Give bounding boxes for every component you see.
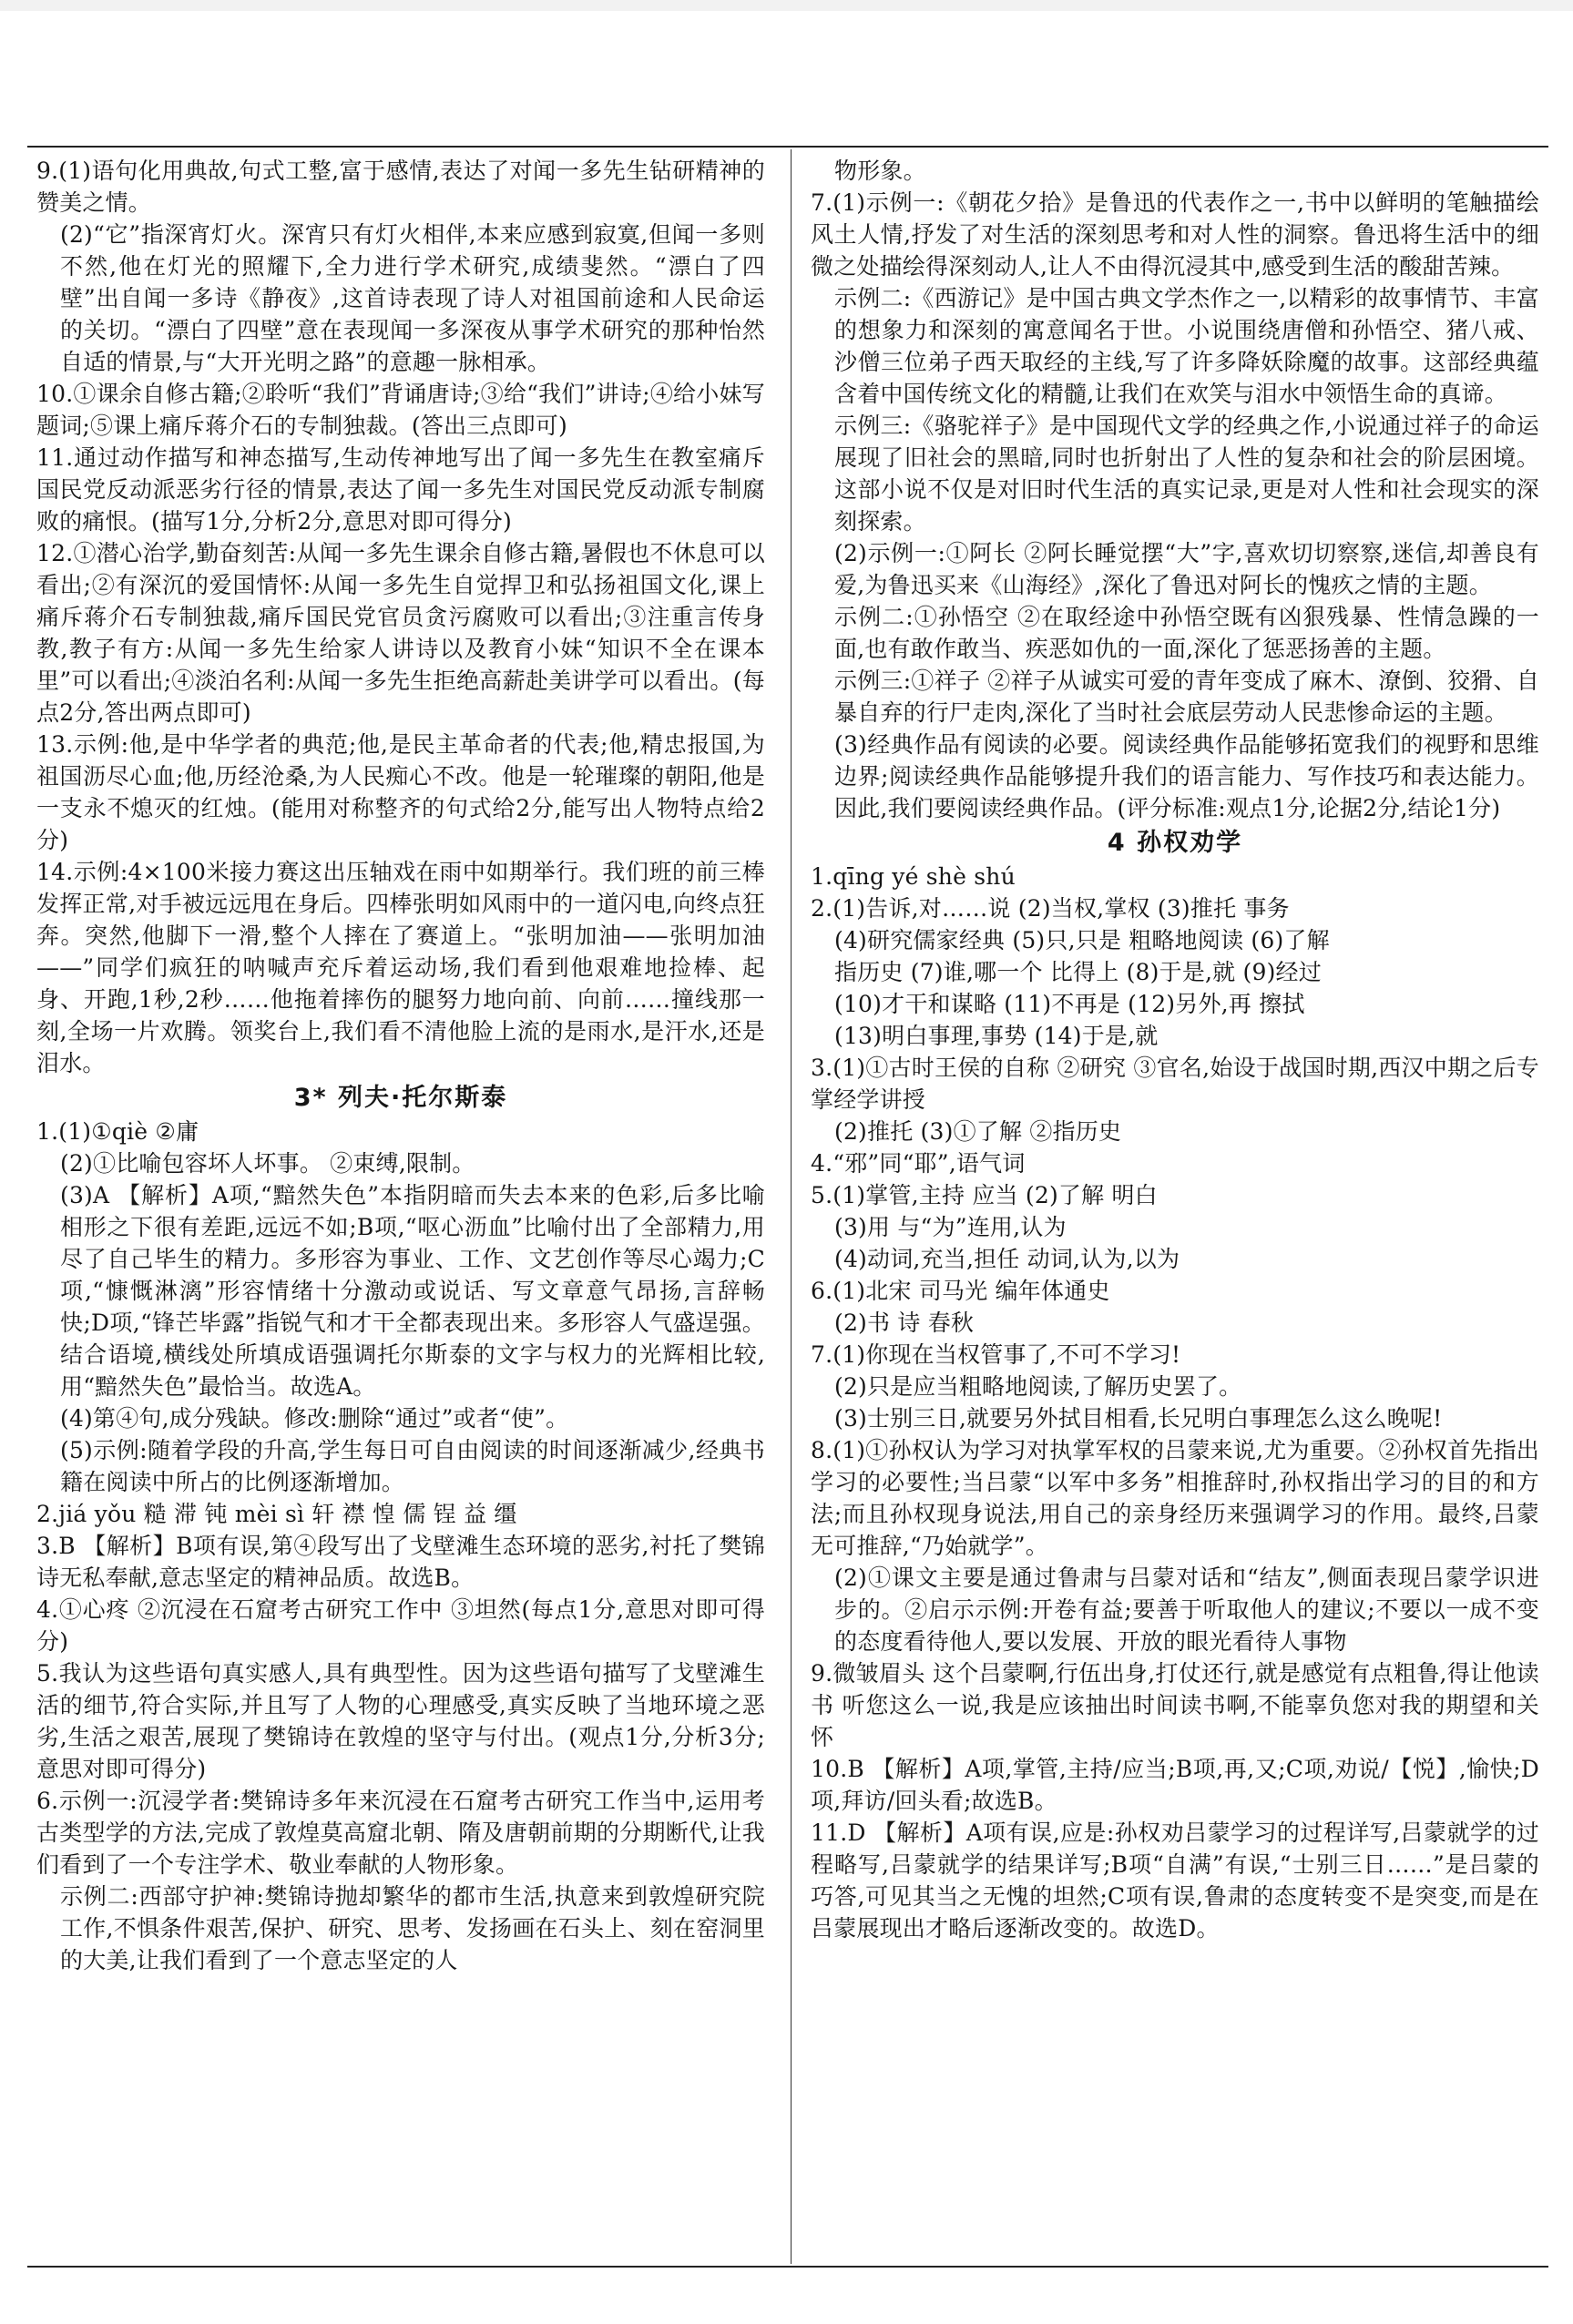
s3-answer-2 — [36, 1498, 765, 1530]
s4-answer-3 — [811, 1052, 1539, 1147]
s3-answer-1-c: (3)A 【解析】A项,“黯然失色”本指阴暗而失去本来的色彩,后多比喻相形之下很有差距,远远不如;B项,“呕心沥血”比喻付出了全部精力,用尽了自己毕生的精力。多形容为事业、工作、文艺创作等尽心竭力;C项,“慷慨淋漓”形容情绪十分激动或说话、写文章意气昂扬,言辞畅快;D项,“锋芒毕露”指锐气和才干全都表现出来。多形容人气盛逞强。结合语境,横线处所填成语强调托尔斯泰的文字与权力的光辉相比较,用“黯然失色”最恰当。故选A。 — [60, 1182, 765, 1400]
s3-answer-1-a: 1.(1)①qiè ②庸 — [36, 1118, 199, 1145]
answer-11 — [36, 442, 765, 537]
answer-13 — [36, 729, 765, 856]
answer-9-part2: (2)“它”指深宵灯火。深宵只有灯火相伴,本来应感到寂寞,但闻一多则不然,他在灯光的照耀下,全力进行学术研究,成绩斐然。“漂白了四壁”出自闻一多诗《静夜》,这首诗表现了诗人对祖国前途和人民命运的关切。“漂白了四壁”意在表现闻一多深夜从事学术研究的那种怡然自适的情景,与“大开光明之路”的意趣一脉相承。 — [60, 221, 765, 375]
s4-answer-6-a: 6.(1)北宋 司马光 编年体通史 — [811, 1278, 1110, 1304]
s4-answer-8-a: 8.(1)①孙权认为学习对执掌军权的吕蒙来说,尤为重要。②孙权首先指出学习的必要性;当吕蒙“以军中多务”相推辞时,孙权指出学习的目的和方法;而且孙权现身说法,用自己的亲身经历来强调学习的作用。最终,吕蒙无可推辞,“乃始就学”。 — [811, 1437, 1539, 1559]
s4-answer-1 — [811, 861, 1539, 892]
section-3-title: 3* 列夫·托尔斯泰 — [293, 1084, 508, 1112]
s3-answer-7 — [811, 187, 1539, 824]
s4-answer-5-b: (3)用 与“为”连用,认为 — [834, 1214, 1067, 1240]
s4-answer-10 — [811, 1753, 1539, 1817]
left-column — [36, 155, 765, 1976]
s4-answer-4 — [811, 1147, 1539, 1179]
s3-answer-3-text: 3.B 【解析】B项有误,第④段写出了戈壁滩生态环境的恶劣,衬托了樊锦诗无私奉献,意志坚定的精神品质。故选B。 — [36, 1533, 765, 1591]
s3-answer-6-a: 6.示例一:沉浸学者:樊锦诗多年来沉浸在石窟考古研究工作当中,运用考古类型学的方法,完成了敦煌莫高窟北朝、隋及唐朝前期的分期断代,让我们看到了一个专注学术、敬业奉献的人物形象。 — [36, 1788, 765, 1878]
s3-answer-7-b: 示例二:《西游记》是中国古典文学杰作之一,以精彩的故事情节、丰富的想象力和深刻的寓意闻名于世。小说围绕唐僧和孙悟空、猪八戒、沙僧三位弟子西天取经的主线,写了许多降妖除魔的故事。这部经典蕴含着中国传统文化的精髓,让我们在欢笑与泪水中领悟生命的真谛。 — [834, 285, 1539, 407]
right-column — [811, 155, 1539, 1944]
s4-answer-9 — [811, 1657, 1539, 1753]
s3-answer-6-b: 示例二:西部守护神:樊锦诗抛却繁华的都市生活,执意来到敦煌研究院工作,不惧条件艰苦,保护、研究、思考、发扬画在石头上、刻在窑洞里的大美,让我们看到了一个意志坚定的人 — [60, 1883, 765, 1973]
s3-answer-7-e: 示例二:①孙悟空 ②在取经途中孙悟空既有凶狠残暴、性情急躁的一面,也有敢作敢当、疾恶如仇的一面,深化了惩恶扬善的主题。 — [834, 604, 1539, 662]
s3-answer-5-text: 5.我认为这些语句真实感人,具有典型性。因为这些语句描写了戈壁滩生活的细节,符合实际,并且写了人物的心理感受,真实反映了当地环境之恶劣,生活之艰苦,展现了樊锦诗在敦煌的坚守与付出。(观点1分,分析3分;意思对即可得分) — [36, 1660, 765, 1782]
s3-answer-1-d: (4)第④句,成分残缺。修改:删除“通过”或者“使”。 — [60, 1405, 569, 1432]
s4-answer-3-b: (2)推托 (3)①了解 ②指历史 — [834, 1118, 1122, 1145]
top-rule — [27, 146, 1548, 148]
s4-answer-8-b: (2)①课文主要是通过鲁肃与吕蒙对话和“结友”,侧面表现吕蒙学识进步的。②启示示例:开卷有益;要善于听取他人的建议;不要以一成不变的态度看待他人,要以发展、开放的眼光看待人事物 — [834, 1565, 1539, 1655]
s3-answer-7-c: 示例三:《骆驼祥子》是中国现代文学的经典之作,小说通过祥子的命运展现了旧社会的黑暗,同时也折射出了人性的复杂和社会的阶层困境。这部小说不仅是对旧时代生活的真实记录,更是对人性和社会现实的深刻探索。 — [834, 413, 1539, 535]
s4-answer-6-b: (2)书 诗 春秋 — [834, 1310, 975, 1336]
section-4-title: 4 孙权劝学 — [1107, 829, 1243, 857]
answer-9-part1: 9.(1)语句化用典故,句式工整,富于感情,表达了对闻一多先生钻研精神的赞美之情。 — [36, 158, 765, 216]
answer-11-text: 11.通过动作描写和神态描写,生动传神地写出了闻一多先生在教室痛斥国民党反动派恶劣行径的情景,表达了闻一多先生对国民党反动派专制腐败的痛恨。(描写1分,分析2分,意思对即可得分) — [36, 444, 765, 535]
answer-14 — [36, 856, 765, 1079]
s4-answer-2-d: (10)才干和谋略 (11)不再是 (12)另外,再 擦拭 — [834, 991, 1305, 1017]
s3-answer-7-g: (3)经典作品有阅读的必要。阅读经典作品能够拓宽我们的视野和思维边界;阅读经典作品能够提升我们的语言能力、写作技巧和表达能力。因此,我们要阅读经典作品。(评分标准:观点1分,论据2分,结论1分) — [834, 731, 1539, 821]
answer-14-text: 14.示例:4×100米接力赛这出压轴戏在雨中如期举行。我们班的前三棒发挥正常,对手被远远甩在身后。四棒张明如风雨中的一道闪电,向终点狂奔。突然,他脚下一滑,整个人摔在了赛道上。“张明加油——张明加油——”同学们疯狂的呐喊声充斥着运动场,我们看到他艰难地捡棒、起身、开跑,1秒,2秒……他拖着摔伤的腿努力地向前、向前……撞线那一刻,全场一片欢腾。领奖台上,我们看不清他脸上流的是雨水,是汗水,还是泪水。 — [36, 859, 765, 1076]
s4-answer-2 — [811, 892, 1539, 1052]
s3-answer-7-d: (2)示例一:①阿长 ②阿长睡觉摆“大”字,喜欢切切察察,迷信,却善良有爱,为鲁迅买来《山海经》,深化了鲁迅对阿长的愧疚之情的主题。 — [834, 540, 1539, 598]
answer-9 — [36, 155, 765, 378]
s3-answer-2-text: 2.jiá yǒu 糙 滞 钝 mèi sì 轩 襟 惶 儒 锃 益 缰 — [36, 1501, 517, 1527]
s4-answer-7 — [811, 1339, 1539, 1434]
continuation-text: 物形象。 — [834, 158, 926, 184]
s3-answer-7-f: 示例三:①祥子 ②祥子从诚实可爱的青年变成了麻木、潦倒、狡猾、自暴自弃的行尸走肉,深化了当时社会底层劳动人民悲惨命运的主题。 — [834, 668, 1539, 726]
s3-answer-6 — [36, 1785, 765, 1976]
s4-answer-2-e: (13)明白事理,事势 (14)于是,就 — [834, 1023, 1159, 1049]
s3-answer-7-a: 7.(1)示例一:《朝花夕拾》是鲁迅的代表作之一,书中以鲜明的笔触描绘风土人情,抒发了对生活的深刻思考和对人性的洞察。鲁迅将生活中的细微之处描绘得深刻动人,让人不由得沉浸其中,感受到生活的酸甜苦辣。 — [811, 189, 1539, 280]
s4-answer-5-c: (4)动词,充当,担任 动词,认为,以为 — [834, 1246, 1180, 1272]
s4-answer-2-a: 2.(1)告诉,对……说 (2)当权,掌权 (3)推托 事务 — [811, 895, 1290, 922]
s4-answer-2-c: 指历史 (7)谁,哪一个 比得上 (8)于是,就 (9)经过 — [834, 959, 1322, 985]
s3-answer-3 — [36, 1530, 765, 1594]
s4-answer-10-text: 10.B 【解析】A项,掌管,主持/应当;B项,再,又;C项,劝说/【悦】,愉快;D项,拜访/回头看;故选B。 — [811, 1756, 1539, 1814]
s4-answer-1-text: 1.qīng yé shè shú — [811, 863, 1016, 890]
s4-answer-8 — [811, 1434, 1539, 1657]
s4-answer-11 — [811, 1817, 1539, 1944]
s4-answer-5-a: 5.(1)掌管,主持 应当 (2)了解 明白 — [811, 1182, 1158, 1208]
answer-sheet — [27, 146, 1548, 2268]
s3-answer-1-b: (2)①比喻包容坏人坏事。 ②束缚,限制。 — [60, 1150, 475, 1177]
answer-12 — [36, 537, 765, 729]
s4-answer-7-b: (2)只是应当粗略地阅读,了解历史罢了。 — [834, 1373, 1242, 1400]
s3-answer-1 — [36, 1116, 765, 1498]
s4-answer-7-a: 7.(1)你现在当权管事了,不可不学习! — [811, 1341, 1181, 1368]
s3-answer-1-e: (5)示例:随着学段的升高,学生每日可自由阅读的时间逐渐减少,经典书籍在阅读中所占的比例逐渐增加。 — [60, 1437, 765, 1495]
column-divider — [791, 149, 792, 2264]
s4-answer-2-b: (4)研究儒家经典 (5)只,只是 粗略地阅读 (6)了解 — [834, 927, 1330, 953]
s4-answer-4-text: 4.“邪”同“耶”,语气词 — [811, 1150, 1026, 1177]
page-top-edge — [0, 0, 1573, 11]
answer-10 — [36, 378, 765, 442]
s4-answer-7-c: (3)士别三日,就要另外拭目相看,长兄明白事理怎么这么晚呢! — [834, 1405, 1443, 1432]
s3-answer-6-continued — [811, 155, 1539, 187]
answer-13-text: 13.示例:他,是中华学者的典范;他,是民主革命者的代表;他,精忠报国,为祖国沥尽心血;他,历经沧桑,为人民痴心不改。他是一轮璀璨的朝阳,他是一支永不熄灭的红烛。(能用对称整齐的句式给2分,能写出人物特点给2分) — [36, 731, 765, 853]
answer-10-text: 10.①课余自修古籍;②聆听“我们”背诵唐诗;③给“我们”讲诗;④给小妹写题词;⑤课上痛斥蒋介石的专制独裁。(答出三点即可) — [36, 381, 765, 439]
s4-answer-11-text: 11.D 【解析】A项有误,应是:孙权劝吕蒙学习的过程详写,吕蒙就学的过程略写,吕蒙就学的结果详写;B项“自满”有误,“士别三日……”是吕蒙的巧答,可见其当之无愧的坦然;C项有误,鲁肃的态度转变不是突变,而是在吕蒙展现出才略后逐渐改变的。故选D。 — [811, 1819, 1539, 1942]
s3-answer-5 — [36, 1657, 765, 1785]
s4-answer-9-text: 9.微皱眉头 这个吕蒙啊,行伍出身,打仗还行,就是感觉有点粗鲁,得让他读书 听您这么一说,我是应该抽出时间读书啊,不能辜负您对我的期望和关怀 — [811, 1660, 1539, 1750]
s4-answer-5 — [811, 1179, 1539, 1275]
s4-answer-3-a: 3.(1)①古时王侯的自称 ②研究 ③官名,始设于战国时期,西汉中期之后专掌经学讲授 — [811, 1055, 1539, 1113]
s4-answer-6 — [811, 1275, 1539, 1339]
answer-12-text: 12.①潜心治学,勤奋刻苦:从闻一多先生课余自修古籍,暑假也不休息可以看出;②有深沉的爱国情怀:从闻一多先生自觉捍卫和弘扬祖国文化,课上痛斥蒋介石专制独裁,痛斥国民党官员贪污腐败可以看出;③注重言传身教,教子有方:从闻一多先生给家人讲诗以及教育小妹“知识不全在课本里”可以看出;④淡泊名利:从闻一多先生拒绝高薪赴美讲学可以看出。(每点2分,答出两点即可) — [36, 540, 765, 726]
s3-answer-4 — [36, 1594, 765, 1657]
bottom-rule — [27, 2266, 1548, 2268]
s3-answer-4-text: 4.①心疼 ②沉浸在石窟考古研究工作中 ③坦然(每点1分,意思对即可得分) — [36, 1596, 765, 1655]
